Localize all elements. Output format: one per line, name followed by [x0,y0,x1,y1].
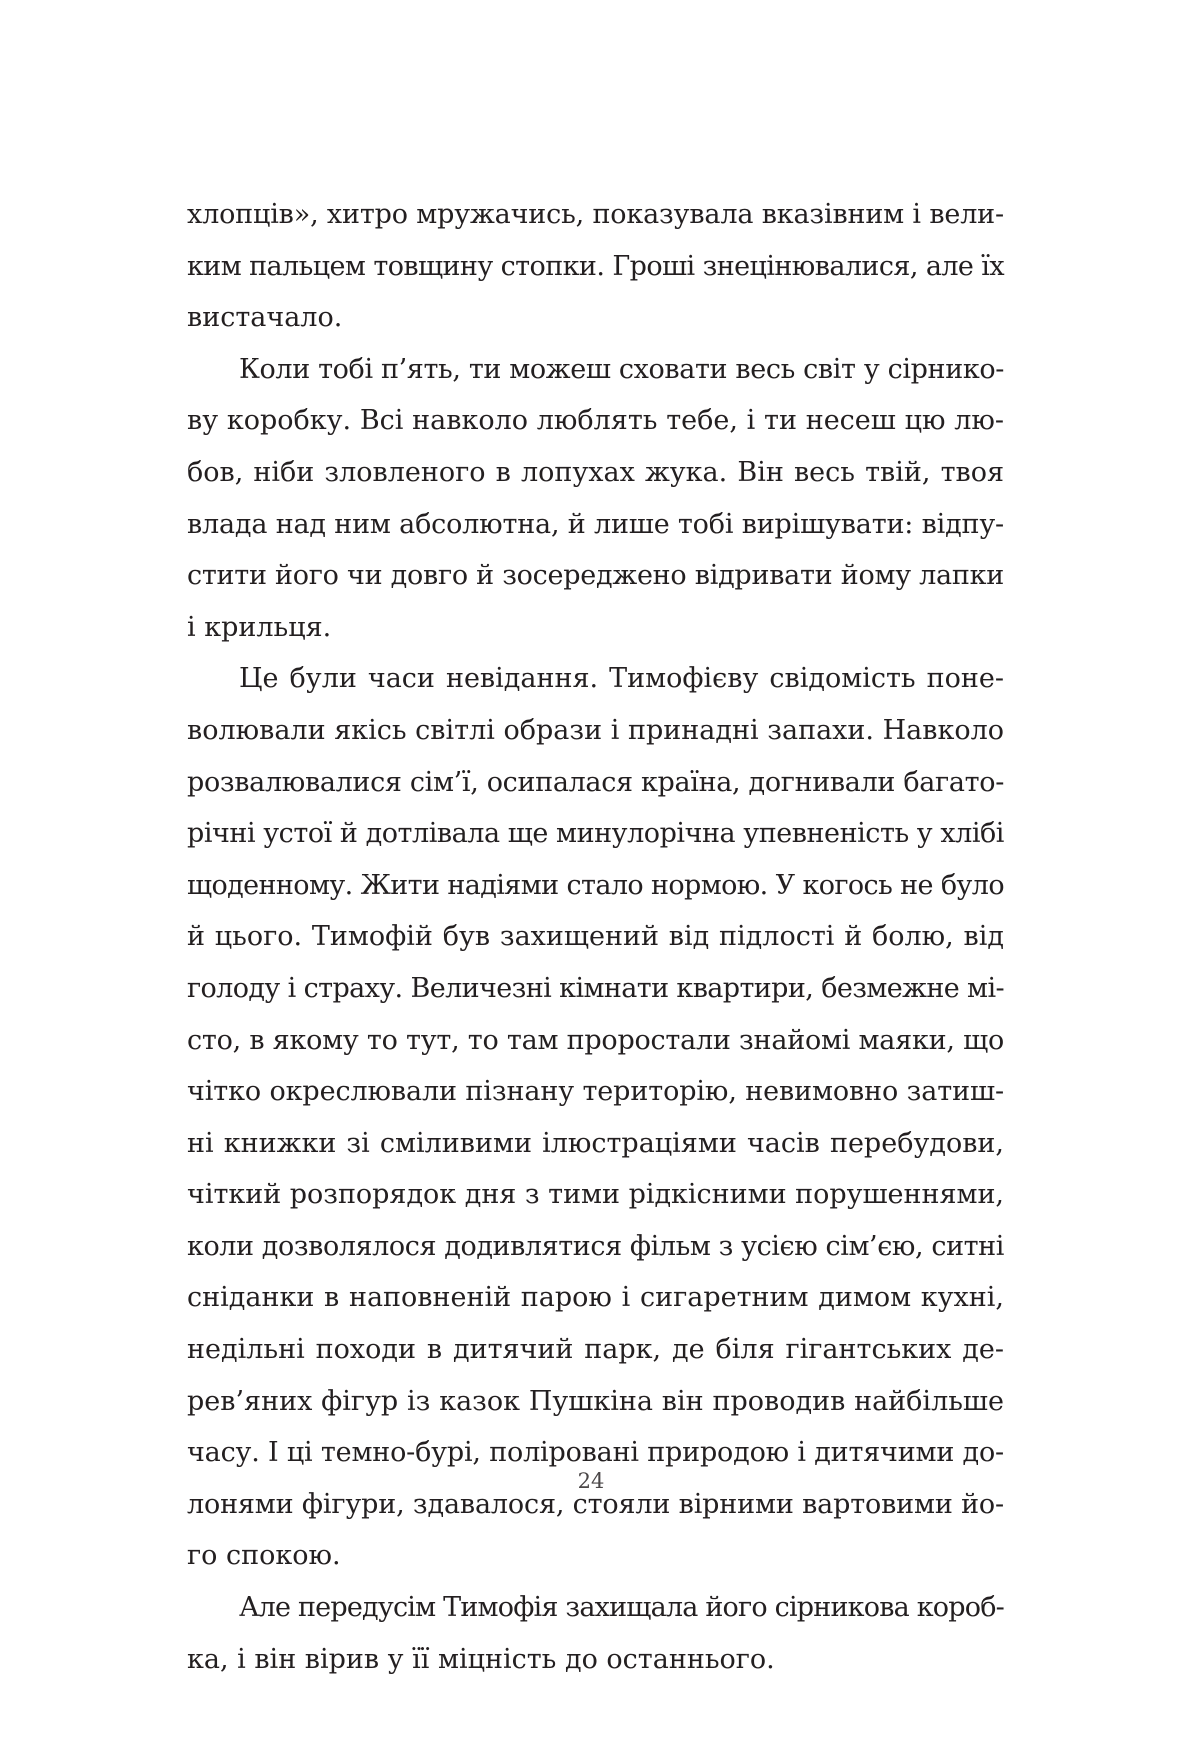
paragraph [187,344,1004,654]
text-line: розвалювалися сім’ї, осипалася країна, догнивали багато- [187,766,1004,798]
text-line: голоду і страху. Величезні кімнати квартири, безмежне мі- [187,972,1004,1004]
text-line: часу. І ці темно-бурі, поліровані природою і дитячими до- [187,1437,1004,1469]
text-line: хлопців», хитро мружачись, показувала вказівним і вели- [187,199,1004,230]
text-line: Коли тобі п’ять, ти можеш сховати весь світ у сірнико- [239,353,1004,385]
text-line: річні устої й дотлівала ще минулорічна упевненість у хлібі [187,818,1004,850]
text-line: лонями фігури, здавалося, стояли вірними вартовими йо- [187,1488,1004,1520]
text-line: рев’яних фігур із казок Пушкіна він проводив найбільше [187,1385,1004,1417]
text-line: недільні походи в дитячий парк, де біля гігантських де- [187,1334,1004,1366]
text-line: стити його чи довго й зосереджено відривати йому лапки [187,560,1004,592]
text-line: ні книжки зі сміливими ілюстраціями часів перебудови, [187,1127,1004,1159]
paragraph [187,653,1004,1582]
text-line: щоденному. Жити надіями стало нормою. У когось не було [187,869,1004,901]
text-line: вистачало. [187,302,343,334]
text-line: коли дозволялося додивлятися фільм з усією сім’єю, ситні [187,1230,1004,1262]
text-line: бов, ніби зловленого в лопухах жука. Він весь твій, твоя [187,456,1004,488]
page-number: 24 [577,1469,605,1493]
text-line: й цього. Тимофій був захищений від підлості й болю, від [187,921,1004,953]
text-line: ким пальцем товщину стопки. Гроші знецінювалися, але їх [187,250,1004,282]
text-line: влада над ним абсолютна, й лише тобі вирішувати: відпу- [187,508,1004,540]
text-line: го спокою. [187,1540,341,1572]
text-line: сніданки в наповненій парою і сигаретним димом кухні, [187,1282,1004,1314]
paragraph [187,189,1004,344]
text-line: Але передусім Тимофія захищала його сірникова короб- [239,1592,1004,1624]
text-line: чітко окреслювали пізнану територію, невимовно затиш- [187,1076,1004,1108]
text-line: і крильця. [187,611,332,643]
body-text [187,189,1004,1685]
text-line: ка, і він вірив у її міцність до останнього. [187,1643,775,1675]
paragraph [187,1582,1004,1685]
text-line: волювали якісь світлі образи і принадні запахи. Навколо [187,714,1004,746]
text-line: ву коробку. Всі навколо люблять тебе, і ти несеш цю лю- [187,405,1004,437]
text-line: Це були часи невідання. Тимофієву свідомість поне- [239,663,1004,695]
text-line: чіткий розпорядок дня з тими рідкісними порушеннями, [187,1179,1004,1211]
text-line: сто, в якому то тут, то там проростали знайомі маяки, що [187,1024,1004,1056]
